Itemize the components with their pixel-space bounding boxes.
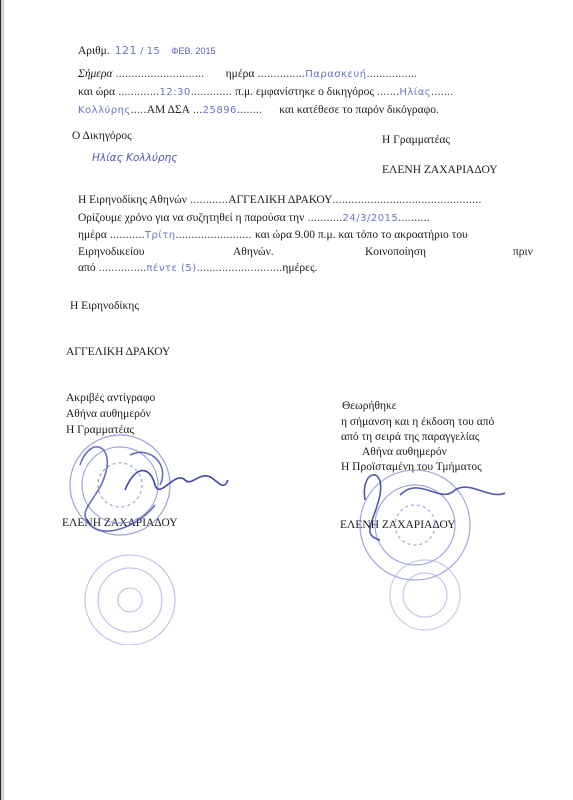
court-seal-stamp-left-lower (60, 545, 200, 645)
am-label: ΑΜ ΔΣΑ (146, 104, 190, 116)
am-dots-c: ........ (236, 104, 263, 116)
order-dots-3b: ........................ (175, 229, 255, 241)
lawyer-title: Ο Δικηγόρος (72, 130, 132, 142)
today-label: Σήμερα (78, 68, 113, 80)
lawyer-dots: ....... (373, 86, 400, 98)
judge-name: ΑΓΓΕΛΙΚΗ ΔΡΑΚΟΥ (228, 194, 333, 206)
deposit-phrase: και κατέθεσε το παρόν δικόγραφο. (279, 104, 439, 116)
order-dots-2b: .......... (398, 212, 431, 224)
order-dots-3: ........... (106, 229, 145, 241)
order-line3-prefix: ημέρα (78, 229, 107, 241)
day-value: Παρασκευή (305, 69, 367, 80)
time-line (78, 86, 453, 98)
judge-title: Η Ειρηνοδίκης (70, 300, 139, 312)
scan-edge (1, 0, 4, 800)
order-line-3 (78, 229, 468, 241)
order-line-4b: Αθηνών. (233, 246, 274, 258)
today-line (78, 68, 417, 80)
order-line3-suffix: και ώρα 9.00 π.μ. και τόπο το ακροατήριο του (254, 229, 468, 241)
time-value: 12:30 (159, 87, 191, 98)
lawyer-first: Ηλίας (399, 87, 432, 98)
today-dots: ............................ (112, 68, 208, 80)
day-label: ημέρα (225, 68, 255, 80)
order-dots-5b: ........................... (196, 262, 283, 274)
order-line5-suffix: ημέρες. (282, 262, 318, 274)
lawyer-dots-b: ....... (431, 86, 454, 98)
lawyer-last: Κολλύρης (78, 105, 131, 116)
order-line-4d: πριν (513, 246, 533, 258)
number-line (78, 44, 216, 57)
lawyer-signature: Ηλίας Κολλύρης (92, 152, 178, 164)
number-label: Αριθμ. (78, 45, 110, 57)
copy-line-3: Η Γραμματέας (66, 424, 134, 436)
order-dots-1b: ............................................... (332, 194, 482, 206)
secretary-name: ΕΛΕΝΗ ΖΑΧΑΡΙΑΔΟΥ (382, 164, 498, 176)
order-line-4c: Κοινοποίηση (365, 246, 426, 258)
am-line (78, 104, 439, 116)
secretary-title: Η Γραμματέας (382, 134, 450, 146)
copy-line-2: Αθήνα αυθημερόν (66, 408, 151, 420)
am-value: 25896 (202, 105, 237, 116)
seen-name: ΕΛΕΝΗ ΖΑΧΑΡΙΑΔΟΥ (340, 519, 456, 531)
seen-line-3: από τη σειρά της παραγγελίας (341, 431, 480, 443)
lawyer-phrase: π.μ. εμφανίστηκε ο δικηγόρος (235, 86, 374, 98)
am-dots-a: ..... (130, 104, 147, 116)
judge-block-name: ΑΓΓΕΛΙΚΗ ΔΡΑΚΟΥ (66, 346, 171, 358)
copy-name: ΕΛΕΝΗ ΖΑΧΑΡΙΑΔΟΥ (62, 517, 178, 529)
seen-line-5: Η Προϊσταμένη του Τμήματος (341, 461, 482, 473)
order-dots-2: ........... (304, 212, 343, 224)
number-value: 121 (114, 44, 138, 57)
notice-days: πέντε (5) (146, 263, 197, 274)
order-dots-5: ............... (95, 262, 147, 274)
time-dots-a: ............. (115, 86, 160, 98)
number-slash: / (139, 46, 144, 57)
time-prefix: και ώρα (78, 86, 116, 98)
day-dots-a: ............... (254, 68, 306, 80)
day-dots-b: ................ (366, 68, 418, 80)
order-line-4a: Ειρηνοδικείου (78, 246, 145, 258)
time-dots-b: ............. (190, 86, 236, 98)
seen-line-1: Θεωρήθηκε (342, 400, 397, 412)
am-dots-b: ... (189, 104, 203, 116)
order-line-2 (78, 212, 430, 224)
order-dots-1: ............ (186, 194, 229, 206)
number-suffix: 15 (146, 46, 161, 57)
seen-line-4: Αθήνα αυθημερόν (362, 446, 447, 458)
order-line-5 (78, 262, 317, 274)
hearing-date: 24/3/2015 (342, 213, 399, 224)
seen-line-2: η σήμανση και η έκδοση του από (341, 416, 495, 428)
order-line2-prefix: Ορίζουμε χρόνο για να συζητηθεί η παρούσα την (78, 212, 305, 224)
hearing-day: Τρίτη (144, 230, 176, 241)
order-line1-prefix: Η Ειρηνοδίκης Αθηνών (78, 194, 187, 206)
order-line5-prefix: από (78, 262, 96, 274)
order-line-1 (78, 194, 482, 206)
stamp-date: ΦΕΒ. 2015 (171, 46, 216, 56)
signature-left (120, 460, 230, 505)
copy-line-1: Ακριβές αντίγραφο (66, 392, 156, 404)
court-seal-stamp-right (340, 455, 510, 635)
